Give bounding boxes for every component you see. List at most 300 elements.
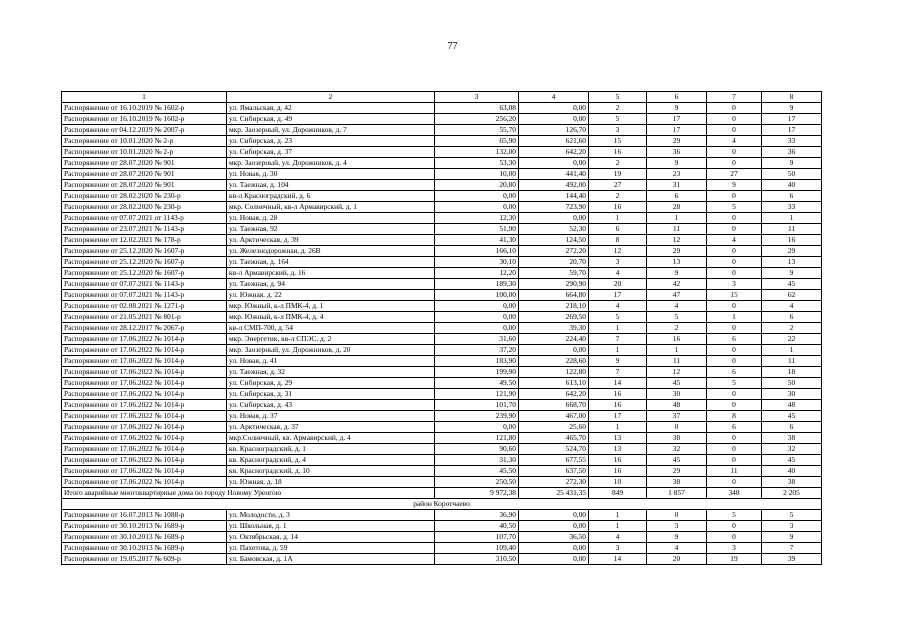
cell-address: мкр. Южный, к-л ПМК-4, д. 4 [227,312,435,323]
table-row [62,466,822,477]
total-label: Итого аварийные многоквартирные дома по городу Новому Уренгою [62,488,435,499]
cell-count-a: 16 [589,400,647,411]
cell-area-a: 10,00 [435,169,519,180]
cell-count-c: 0 [707,521,762,532]
table-row [62,521,822,532]
cell-address: ул. Новая, д. 28 [227,213,435,224]
cell-count-c: 0 [707,455,762,466]
cell-count-total: 50 [762,169,822,180]
cell-count-a: 19 [589,169,647,180]
cell-count-c: 15 [707,290,762,301]
cell-count-total: 45 [762,411,822,422]
cell-address: мкр.Солнечный, кв. Армавирский, д. 4 [227,433,435,444]
cell-address: ул. Таежная, д. 164 [227,257,435,268]
cell-area-a: 90,60 [435,444,519,455]
cell-area-b: 52,30 [519,224,589,235]
cell-document: Распоряжение от 28.02.2020 № 230-р [62,202,227,213]
table-row [62,400,822,411]
cell-area-a: 0,00 [435,312,519,323]
cell-area-a: 107,70 [435,532,519,543]
cell-count-a: 1 [589,213,647,224]
cell-document: Распоряжение от 28.07.2020 № 901 [62,169,227,180]
cell-count-c: 0 [707,257,762,268]
cell-area-a: 31,30 [435,455,519,466]
cell-count-a: 8 [589,235,647,246]
cell-area-b: 524,70 [519,444,589,455]
cell-count-a: 7 [589,334,647,345]
cell-document: Распоряжение от 17.06.2022 № 1014-р [62,378,227,389]
cell-address: мкр. Заозерный, ул. Дорожников, д. 20 [227,345,435,356]
cell-count-c: 0 [707,345,762,356]
cell-count-b: 6 [647,92,707,103]
cell-area-b: 0,00 [519,543,589,554]
cell-address: ул. Бамовская, д. 1А [227,554,435,565]
cell-count-c: 0 [707,323,762,334]
cell-document: Распоряжение от 17.06.2022 № 1014-р [62,367,227,378]
table-row [62,103,822,114]
table-row [62,279,822,290]
cell-address: ул. Сибирская, д. 29 [227,378,435,389]
cell-count-b: 2 [647,323,707,334]
cell-count-total: 22 [762,334,822,345]
cell-address: ул. Молодости, д. 3 [227,510,435,521]
cell-area-b: 36,50 [519,532,589,543]
table-row [62,224,822,235]
cell-count-a: 12 [589,246,647,257]
table-row [62,169,822,180]
cell-address: мкр. Энергетик, кв-л СПЭС, д. 2 [227,334,435,345]
cell-count-total: 17 [762,125,822,136]
cell-count-c: 0 [707,246,762,257]
cell-document: Распоряжение от 17.06.2022 № 1014-р [62,455,227,466]
cell-count-a: 5 [589,114,647,125]
table-row [62,268,822,279]
cell-count-b: 29 [647,246,707,257]
cell-document: Распоряжение от 30.10.2013 № 1689-р [62,521,227,532]
cell-area-b: 0,00 [519,345,589,356]
cell-count-b: 16 [647,334,707,345]
table-row [62,290,822,301]
table-row [62,455,822,466]
cell-count-total: 2 [762,323,822,334]
table-row [62,389,822,400]
table-row [62,345,822,356]
cell-count-c: 11 [707,466,762,477]
cell-area-b: 723,90 [519,202,589,213]
cell-area-b: 269,50 [519,312,589,323]
cell-area-a: 37,20 [435,345,519,356]
cell-area-b: 59,70 [519,268,589,279]
cell-document: Распоряжение от 17.06.2022 № 1014-р [62,466,227,477]
total-count-b: 1 857 [647,488,707,499]
cell-document: 1 [62,92,227,103]
cell-area-b: 465,70 [519,433,589,444]
cell-count-total: 30 [762,389,822,400]
table-row [62,213,822,224]
cell-document: Распоряжение от 17.06.2022 № 1014-р [62,444,227,455]
table-row [62,125,822,136]
cell-area-a: 256,20 [435,114,519,125]
cell-area-b: 25,60 [519,422,589,433]
table-row [62,257,822,268]
cell-area-b: 0,00 [519,554,589,565]
cell-count-b: 6 [647,191,707,202]
cell-count-b: 17 [647,114,707,125]
cell-area-b: 0,00 [519,213,589,224]
total-row [62,488,822,499]
cell-area-b: 228,60 [519,356,589,367]
cell-count-c: 4 [707,136,762,147]
cell-count-total: 18 [762,367,822,378]
cell-count-c: 3 [707,279,762,290]
cell-area-b: 20,70 [519,257,589,268]
cell-area-a: 0,00 [435,323,519,334]
cell-area-b: 0,00 [519,510,589,521]
cell-count-c: 6 [707,422,762,433]
cell-count-b: 28 [647,202,707,213]
cell-count-b: 20 [647,554,707,565]
total-area-b: 25 431,35 [519,488,589,499]
cell-count-c: 0 [707,268,762,279]
cell-count-a: 16 [589,455,647,466]
cell-address: мкр. Заозерный, ул. Дорожников, д. 7 [227,125,435,136]
cell-count-b: 42 [647,279,707,290]
cell-count-a: 17 [589,411,647,422]
cell-address: ул. Арктическая, д. 39 [227,235,435,246]
cell-document: Распоряжение от 25.12.2020 № 1607-р [62,268,227,279]
cell-count-a: 1 [589,521,647,532]
cell-count-total: 6 [762,422,822,433]
cell-area-a: 239,90 [435,411,519,422]
cell-area-a: 101,70 [435,400,519,411]
cell-count-a: 5 [589,92,647,103]
cell-count-a: 20 [589,279,647,290]
cell-count-total: 39 [762,554,822,565]
cell-document: Распоряжение от 17.06.2022 № 1014-р [62,422,227,433]
cell-count-total: 33 [762,202,822,213]
cell-document: Распоряжение от 07.07.2021 № 1143-р [62,279,227,290]
cell-area-a: 121,90 [435,389,519,400]
cell-address: ул. Сибирская, д. 49 [227,114,435,125]
cell-count-a: 3 [589,125,647,136]
cell-document: Распоряжение от 30.10.2013 № 1689-р [62,532,227,543]
cell-area-a: 189,30 [435,279,519,290]
cell-area-b: 441,40 [519,169,589,180]
cell-count-total: 48 [762,400,822,411]
table-row [62,202,822,213]
table-row [62,246,822,257]
cell-count-b: 9 [647,532,707,543]
cell-count-total: 50 [762,378,822,389]
cell-count-c: 5 [707,202,762,213]
cell-document: Распоряжение от 04.12.2019 № 2007-р [62,125,227,136]
cell-count-a: 16 [589,202,647,213]
cell-area-a: 12,30 [435,213,519,224]
cell-count-b: 37 [647,411,707,422]
cell-count-b: 0 [647,422,707,433]
cell-area-b: 272,20 [519,246,589,257]
table-row [62,158,822,169]
cell-document: Распоряжение от 17.06.2022 № 1014-р [62,334,227,345]
table-row [62,422,822,433]
cell-address: ул. Сибирская, д. 43 [227,400,435,411]
cell-count-c: 19 [707,554,762,565]
cell-count-total: 32 [762,444,822,455]
cell-count-total: 45 [762,279,822,290]
cell-count-a: 1 [589,323,647,334]
table-row [62,433,822,444]
cell-count-b: 3 [647,521,707,532]
cell-area-b: 272,30 [519,477,589,488]
cell-area-b: 0,00 [519,158,589,169]
cell-count-b: 11 [647,356,707,367]
cell-area-a: 310,50 [435,554,519,565]
table-row [62,356,822,367]
cell-address: мкр. Солнечный, кв-л Армавирский, д. 1 [227,202,435,213]
cell-document: Распоряжение от 17.06.2022 № 1014-р [62,345,227,356]
cell-count-c: 0 [707,356,762,367]
cell-count-c: 0 [707,213,762,224]
cell-area-a: 51,90 [435,224,519,235]
cell-count-a: 2 [589,103,647,114]
cell-address: ул. Новая, д. 30 [227,169,435,180]
cell-count-total: 16 [762,235,822,246]
cell-count-c: 0 [707,400,762,411]
cell-count-total: 1 [762,345,822,356]
cell-area-a: 166,10 [435,246,519,257]
cell-count-total: 36 [762,147,822,158]
cell-area-a: 3 [435,92,519,103]
cell-count-c: 0 [707,103,762,114]
cell-document: Распоряжение от 17.06.2022 № 1014-р [62,433,227,444]
cell-document: Распоряжение от 16.10.2019 № 1602-р [62,114,227,125]
cell-area-a: 30,10 [435,257,519,268]
cell-count-c: 5 [707,378,762,389]
cell-address: ул. Таежная, 92 [227,224,435,235]
cell-count-total: 5 [762,510,822,521]
cell-count-total: 8 [762,92,822,103]
cell-area-b: 126,70 [519,125,589,136]
cell-address: ул. Таежная, д. 94 [227,279,435,290]
table-row [62,334,822,345]
cell-count-b: 48 [647,400,707,411]
cell-count-a: 3 [589,257,647,268]
cell-count-a: 1 [589,345,647,356]
cell-address: ул. Южная, д. 22 [227,290,435,301]
cell-area-b: 224,40 [519,334,589,345]
cell-count-b: 17 [647,125,707,136]
cell-address: кв-л Армавирский, д. 16 [227,268,435,279]
cell-document: Распоряжение от 17.06.2022 № 1014-р [62,400,227,411]
cell-count-total: 17 [762,114,822,125]
cell-address: ул. Ямальская, д. 42 [227,103,435,114]
cell-address: кв-л Красноградский, д. 6 [227,191,435,202]
cell-address: мкр. Заозерный, ул. Дорожников, д. 4 [227,158,435,169]
cell-count-a: 17 [589,290,647,301]
cell-area-a: 109,40 [435,543,519,554]
cell-count-c: 7 [707,92,762,103]
cell-count-a: 6 [589,224,647,235]
table-row [62,532,822,543]
cell-document: Распоряжение от 19.05.2017 № 609-р [62,554,227,565]
cell-count-c: 6 [707,334,762,345]
cell-count-c: 0 [707,191,762,202]
cell-area-b: 0,00 [519,114,589,125]
page-number: 77 [447,41,458,52]
cell-count-c: 8 [707,411,762,422]
cell-count-c: 0 [707,114,762,125]
cell-count-total: 9 [762,268,822,279]
cell-count-a: 2 [589,191,647,202]
cell-document: Распоряжение от 23.07.2021 № 1143-р [62,224,227,235]
cell-area-b: 492,00 [519,180,589,191]
cell-count-a: 13 [589,444,647,455]
cell-document: Распоряжение от 02.08.2021 № 1271-р [62,301,227,312]
cell-area-b: 218,10 [519,301,589,312]
cell-area-b: 467,00 [519,411,589,422]
cell-area-b: 642,20 [519,147,589,158]
cell-count-c: 0 [707,477,762,488]
cell-area-b: 677,55 [519,455,589,466]
cell-count-total: 11 [762,356,822,367]
cell-address: кв. Красноградский, д. 4 [227,455,435,466]
table-row [62,510,822,521]
cell-area-a: 121,80 [435,433,519,444]
cell-area-a: 183,90 [435,356,519,367]
cell-area-a: 41,30 [435,235,519,246]
cell-count-b: 0 [647,510,707,521]
cell-document: Распоряжение от 16.07.2013 № 1088-р [62,510,227,521]
cell-count-c: 0 [707,301,762,312]
cell-count-total: 13 [762,257,822,268]
cell-count-b: 12 [647,235,707,246]
table-row [62,147,822,158]
table-row [62,191,822,202]
table-row [62,114,822,125]
emergency-housing-table [61,91,822,565]
table-row [62,444,822,455]
cell-count-a: 15 [589,136,647,147]
cell-count-c: 6 [707,367,762,378]
cell-area-a: 36,90 [435,510,519,521]
cell-count-a: 1 [589,510,647,521]
cell-address: ул. Железнодорожная, д. 26В [227,246,435,257]
cell-count-b: 38 [647,477,707,488]
table-row [62,136,822,147]
cell-document: Распоряжение от 17.06.2022 № 1014-р [62,389,227,400]
cell-area-b: 122,80 [519,367,589,378]
cell-count-total: 38 [762,433,822,444]
cell-area-a: 40,50 [435,521,519,532]
cell-count-b: 29 [647,136,707,147]
table-row [62,235,822,246]
cell-count-total: 9 [762,158,822,169]
cell-count-a: 16 [589,466,647,477]
cell-count-c: 27 [707,169,762,180]
cell-count-c: 1 [707,312,762,323]
cell-count-b: 23 [647,169,707,180]
cell-count-a: 4 [589,532,647,543]
cell-count-b: 47 [647,290,707,301]
cell-count-b: 4 [647,543,707,554]
table-row [62,411,822,422]
table-row [62,323,822,334]
cell-count-c: 0 [707,224,762,235]
cell-count-b: 29 [647,466,707,477]
cell-count-total: 38 [762,477,822,488]
total-count-c: 348 [707,488,762,499]
cell-area-a: 31,60 [435,334,519,345]
cell-area-a: 12,20 [435,268,519,279]
cell-document: Распоряжение от 30.10.2013 № 1689-р [62,543,227,554]
cell-count-a: 10 [589,477,647,488]
cell-count-total: 40 [762,466,822,477]
cell-count-c: 0 [707,125,762,136]
cell-count-a: 2 [589,158,647,169]
cell-address: кв. Красноградский, д. 1 [227,444,435,455]
cell-area-b: 668,70 [519,400,589,411]
cell-area-b: 613,10 [519,378,589,389]
cell-count-a: 9 [589,356,647,367]
cell-count-a: 16 [589,389,647,400]
cell-area-b: 637,50 [519,466,589,477]
cell-count-b: 4 [647,301,707,312]
cell-count-total: 7 [762,543,822,554]
cell-count-total: 3 [762,521,822,532]
cell-count-total: 45 [762,455,822,466]
cell-area-a: 49,50 [435,378,519,389]
cell-count-b: 9 [647,268,707,279]
table-row [62,543,822,554]
cell-address: кв. Красноградский, д. 10 [227,466,435,477]
cell-address: ул. Сибирская, д. 23 [227,136,435,147]
cell-count-b: 13 [647,257,707,268]
cell-count-b: 11 [647,224,707,235]
cell-count-total: 9 [762,103,822,114]
cell-document: Распоряжение от 07.07.2021 от 1143-р [62,213,227,224]
cell-count-total: 1 [762,213,822,224]
cell-document: Распоряжение от 07.07.2021 № 1143-р [62,290,227,301]
cell-document: Распоряжение от 25.12.2020 № 1607-р [62,246,227,257]
cell-count-a: 4 [589,301,647,312]
cell-area-a: 132,00 [435,147,519,158]
cell-count-total: 6 [762,191,822,202]
cell-document: Распоряжение от 17.06.2022 № 1014-р [62,477,227,488]
cell-area-a: 45,50 [435,466,519,477]
table-row [62,378,822,389]
cell-count-b: 1 [647,345,707,356]
cell-area-b: 664,80 [519,290,589,301]
cell-address: ул. Сибирская, д. 37 [227,147,435,158]
cell-count-c: 0 [707,147,762,158]
cell-area-a: 65,90 [435,136,519,147]
cell-count-b: 32 [647,444,707,455]
cell-address: 2 [227,92,435,103]
cell-count-total: 9 [762,532,822,543]
table-row [62,301,822,312]
cell-area-b: 4 [519,92,589,103]
cell-address: мкр. Южный, к-л ПМК-4, д. 1 [227,301,435,312]
cell-count-c: 3 [707,543,762,554]
cell-document: Распоряжение от 17.06.2022 № 1014-р [62,411,227,422]
cell-area-a: 0,00 [435,202,519,213]
cell-document: Распоряжение от 12.02.2021 № 178-р [62,235,227,246]
cell-document: Распоряжение от 21.05.2021 № 801-р [62,312,227,323]
cell-count-a: 13 [589,433,647,444]
cell-count-c: 0 [707,158,762,169]
cell-count-b: 30 [647,389,707,400]
total-area-a: 9 972,38 [435,488,519,499]
